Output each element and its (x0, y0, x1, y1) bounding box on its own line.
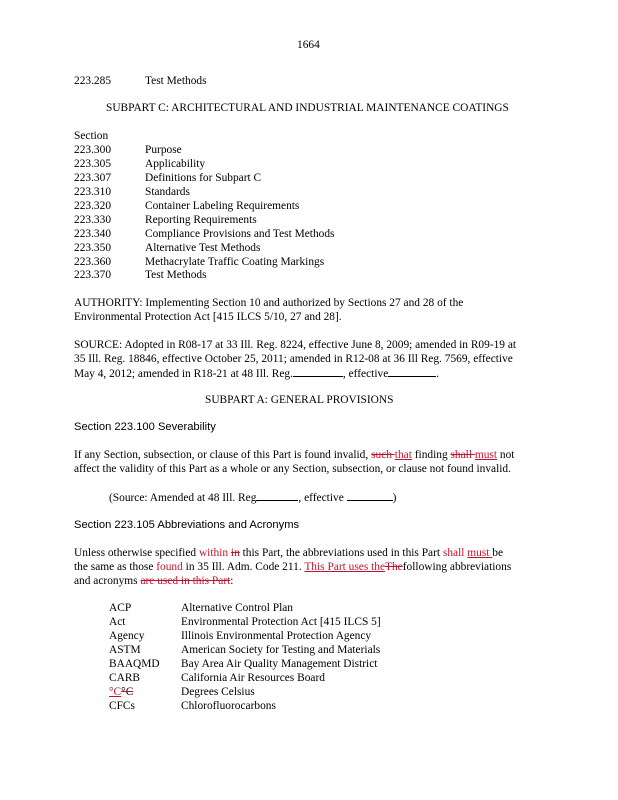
section-223-105-line-2 (74, 560, 511, 574)
deleted-such: such (371, 449, 395, 461)
source-note-effective-blank (347, 490, 393, 501)
subpart-a-heading: SUBPART A: GENERAL PROVISIONS (205, 394, 394, 406)
source-line-2: 35 Ill. Reg. 18846, effective October 25, 2011; amended in R12-08 at 36 Ill Reg. 7569, effective (74, 353, 513, 365)
source-note-c: ) (392, 492, 397, 504)
abbr-text-h: : (230, 575, 234, 587)
effective-blank (388, 366, 436, 377)
section-column-label: Section (74, 130, 109, 142)
source-line-3-a: May 4, 2012; amended in R18-21 at 48 Ill. Reg. (74, 368, 293, 380)
toc-num: 223.320 (74, 200, 112, 212)
authority-line-1: AUTHORITY: Implementing Section 10 and authorized by Sections 27 and 28 of the (74, 297, 464, 309)
toc-title: Alternative Test Methods (145, 242, 261, 254)
toc-title: Purpose (145, 144, 182, 156)
abbr-term: CARB (109, 672, 141, 684)
abbr-term: ASTM (109, 644, 141, 656)
subpart-c-heading: SUBPART C: ARCHITECTURAL AND INDUSTRIAL MAINTENANCE COATINGS (106, 102, 509, 114)
abbr-text-b: this Part, the abbreviations used in this Part (239, 547, 443, 559)
section-223-100-line-2: affect the validity of this Part as a whole or any Section, subsection, or clause not found invalid. (74, 463, 511, 475)
reg-blank (293, 366, 343, 377)
abbr-definition: American Society for Testing and Materials (181, 644, 381, 656)
abbr-definition: California Air Resources Board (181, 672, 325, 684)
abbr-definition: Chlorofluorocarbons (181, 700, 276, 712)
toc-title: Applicability (145, 158, 206, 170)
inserted-found: found (156, 561, 183, 573)
deleted-are-used: are used in this Part (140, 575, 231, 587)
abbr-text-a: Unless otherwise specified (74, 547, 199, 559)
toc-title: Methacrylate Traffic Coating Markings (145, 256, 325, 268)
inserted-that: that (394, 449, 412, 461)
abbr-term: CFCs (109, 700, 135, 712)
source-note-b: , effective (298, 492, 347, 504)
toc-num: 223.360 (74, 256, 112, 268)
inserted-degree-c: °C (109, 686, 122, 698)
toc-title: Container Labeling Requirements (145, 200, 300, 212)
abbr-term: BAAQMD (109, 658, 160, 670)
toc-title: Compliance Provisions and Test Methods (145, 228, 335, 240)
source-line-3-b: , effective (342, 368, 389, 380)
abbr-text-c: be (492, 547, 504, 559)
toc-entry-223-285-num: 223.285 (74, 75, 112, 87)
section-223-100-heading: Section 223.100 Severability (74, 421, 216, 433)
toc-num: 223.350 (74, 242, 112, 254)
toc-num: 223.330 (74, 214, 112, 226)
abbr-definition: Illinois Environmental Protection Agency (181, 630, 372, 642)
deleted-degree-c: °C (121, 686, 134, 698)
toc-num: 223.370 (74, 269, 112, 281)
sev-text-b: finding (411, 449, 451, 461)
toc-num: 223.305 (74, 158, 112, 170)
abbr-term: ACP (109, 602, 132, 614)
section-223-100-line-1 (74, 448, 514, 462)
toc-num: 223.340 (74, 228, 112, 240)
inserted-must-2: must (467, 547, 493, 559)
page-number: 1664 (297, 39, 320, 51)
toc-title: Test Methods (145, 269, 207, 281)
abbr-text-d: the same as those (74, 561, 157, 573)
inserted-within: within (198, 547, 231, 559)
toc-title: Standards (145, 186, 190, 198)
abbr-term: Agency (109, 630, 145, 642)
toc-num: 223.310 (74, 186, 112, 198)
toc-title: Reporting Requirements (145, 214, 257, 226)
abbr-text-f: following abbreviations (402, 561, 512, 573)
toc-entry-223-285-title: Test Methods (145, 75, 207, 87)
source-line-3 (74, 366, 439, 381)
abbr-term: Act (109, 616, 126, 628)
inserted-must: must (474, 449, 498, 461)
abbr-definition: Environmental Protection Act [415 ILCS 5] (181, 616, 381, 628)
source-line-3-c: . (436, 368, 440, 380)
inserted-this-part-uses: This Part uses the (304, 561, 386, 573)
source-note-a: (Source: Amended at 48 Ill. Reg (109, 492, 257, 504)
deleted-shall: shall (450, 449, 475, 461)
deleted-in: in (230, 547, 240, 559)
section-223-105-line-1 (74, 546, 503, 560)
sev-text-c: not (497, 449, 515, 461)
toc-num: 223.300 (74, 144, 112, 156)
section-223-105-heading: Section 223.105 Abbreviations and Acronyms (74, 519, 300, 531)
abbr-definition: Alternative Control Plan (181, 602, 293, 614)
deleted-the: The (385, 561, 403, 573)
abbr-text-g: and acronyms (74, 575, 141, 587)
abbr-definition: Bay Area Air Quality Management District (181, 658, 378, 670)
sev-text-a: If any Section, subsection, or clause of this Part is found invalid, (74, 449, 372, 461)
abbr-definition: Degrees Celsius (181, 686, 255, 698)
section-223-100-source (109, 490, 396, 505)
authority-line-2: Environmental Protection Act [415 ILCS 5/10, 27 and 28]. (74, 311, 342, 323)
source-note-reg-blank (256, 490, 298, 501)
toc-title: Definitions for Subpart C (145, 172, 262, 184)
section-223-105-line-3 (74, 574, 233, 588)
abbr-text-e: in 35 Ill. Adm. Code 211. (182, 561, 305, 573)
inserted-shall: shall (442, 547, 468, 559)
toc-num: 223.307 (74, 172, 112, 184)
source-line-1: SOURCE: Adopted in R08-17 at 33 Ill. Reg. 8224, effective June 8, 2009; amended in R09-19 at (74, 339, 517, 351)
abbr-term-celsius (109, 685, 133, 699)
